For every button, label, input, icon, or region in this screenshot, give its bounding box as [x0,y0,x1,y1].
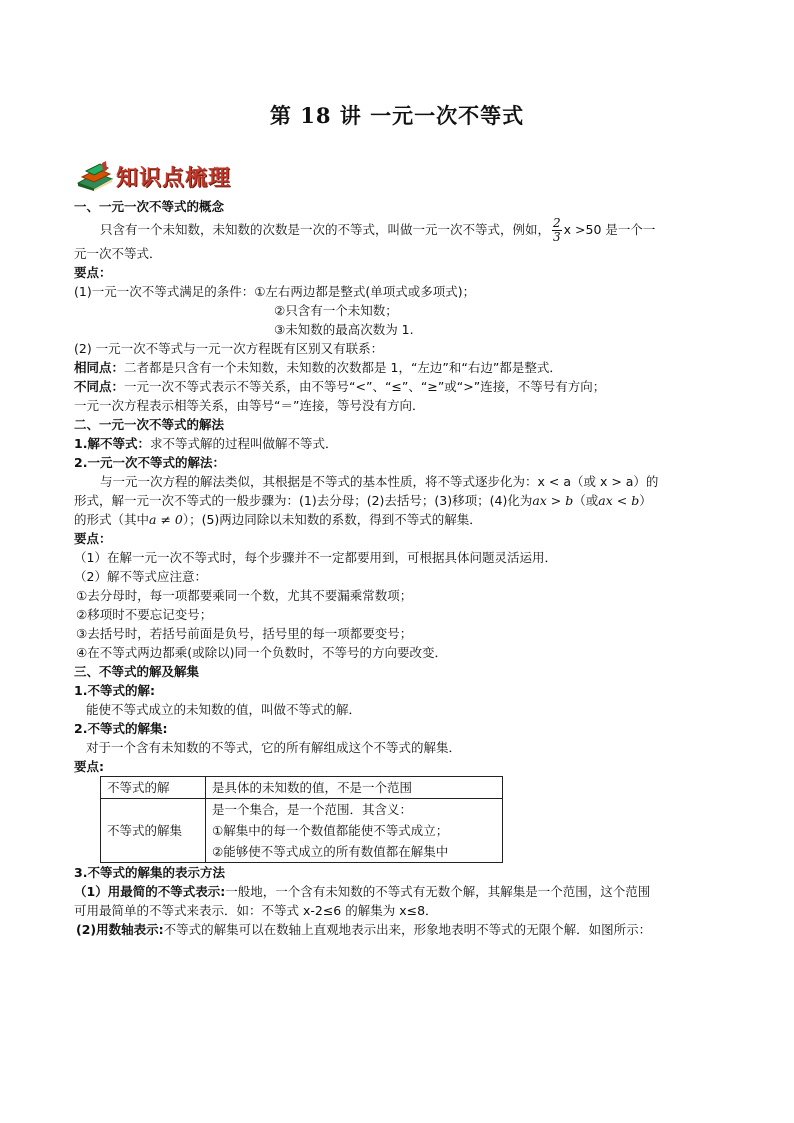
paragraph: 形式，解一元一次不等式的一般步骤为：(1)去分母；(2)去括号；(3)移项；(4)化为ax > b（或ax < b） [74,493,652,508]
paragraph: (2)用数轴表示:不等式的解集可以在数轴上直观地表示出来，形象地表明不等式的无限个解．如图所示： [76,922,652,937]
section-banner [76,160,231,192]
key-points-label: 要点: [74,759,104,774]
paragraph: 与一元一次方程的解法类似，其根据是不等式的基本性质，将不等式逐步化为：x < a（或 x > a）的 [100,474,659,489]
paragraph: 元一次不等式． [74,246,162,261]
table-cell: 不等式的解 [101,777,206,799]
paragraph: 对于一个含有未知数的不等式，它的所有解组成这个不等式的解集． [86,740,462,755]
key-points-label: 要点： [74,531,112,546]
paragraph: 一元一次方程表示相等关系，由等号“＝”连接，等号没有方向． [74,398,425,413]
paragraph: 能使不等式成立的未知数的值，叫做不等式的解． [86,702,362,717]
table-cell: 是具体的未知数的值，不是一个范围 [206,777,503,799]
table-cell: ②能够使不等式成立的所有数值都在解集中 [206,841,503,863]
subheading: 1.不等式的解: [74,683,155,698]
paragraph: ②只含有一个未知数； [274,303,398,318]
books-icon [76,161,114,191]
paragraph: 不同点：一元一次不等式表示不等关系，由不等号“<”、“≤”、“≥”或“>”连接，不等号有方向； [74,379,606,394]
section-heading: 一、一元一次不等式的概念 [74,199,225,214]
subheading: 2.不等式的解集: [74,721,168,736]
table-cell: 是一个集合，是一个范围．其含义： [206,799,503,821]
paragraph: 可用最简单的不等式来表示．如：不等式 x-2≤6 的解集为 x≤8． [74,903,438,918]
table-row [101,777,503,799]
section-heading: 二、一元一次不等式的解法 [74,417,225,432]
table-row [101,799,503,821]
paragraph: (1)一元一次不等式满足的条件：①左右两边都是整式(单项式或多项式)； [74,284,476,299]
paragraph: （1）用最简的不等式表示:一般地，一个含有未知数的不等式有无数个解，其解集是一个范围，这个范围 [74,884,651,899]
section-heading: 三、不等式的解及解集 [74,664,200,679]
banner-title: 知识点梳理 [116,165,232,191]
table-cell: ①解集中的每一个数值都能使不等式成立； [206,820,503,841]
paragraph: （1）在解一元一次不等式时，每个步骤并不一定都要用到，可根据具体问题灵活运用． [74,550,557,565]
paragraph: ②移项时不要忘记变号； [76,607,213,622]
subheading: 2.一元一次不等式的解法： [74,455,225,470]
paragraph: （2）解不等式应注意： [74,569,207,584]
paragraph: 相同点：二者都是只含有一个未知数，未知数的次数都是 1，“左边”和“右边”都是整式． [74,360,562,375]
fraction: $\frac{2}{3}$ [553,216,561,244]
paragraph: 1.解不等式：求不等式解的过程叫做解不等式． [74,436,338,451]
lecture-title: 第 18 讲 一元一次不等式 [269,103,525,128]
subheading: 3.不等式的解集的表示方法 [74,865,225,880]
paragraph: ③未知数的最高次数为 1. [274,322,414,337]
table-cell: 不等式的解集 [101,799,206,863]
paragraph: ③去括号时，若括号前面是负号，括号里的每一项都要变号； [76,626,413,641]
key-points-label: 要点： [74,265,112,280]
paragraph: 的形式（其中a ≠ 0）；(5)两边同除以未知数的系数，得到不等式的解集． [74,512,482,527]
paragraph: (2) 一元一次不等式与一元一次方程既有区别又有联系： [74,341,384,356]
comparison-table [100,776,503,863]
paragraph: ①去分母时，每一项都要乘同一个数，尤其不要漏乘常数项； [76,588,413,603]
paragraph: 只含有一个未知数，未知数的次数是一次的不等式，叫做一元一次不等式，例如， $\frac{2}{3}$ x >50 是一个一 [100,216,656,244]
paragraph: ④在不等式两边都乘(或除以)同一个负数时，不等号的方向要改变． [76,645,447,660]
document-content [74,197,726,939]
